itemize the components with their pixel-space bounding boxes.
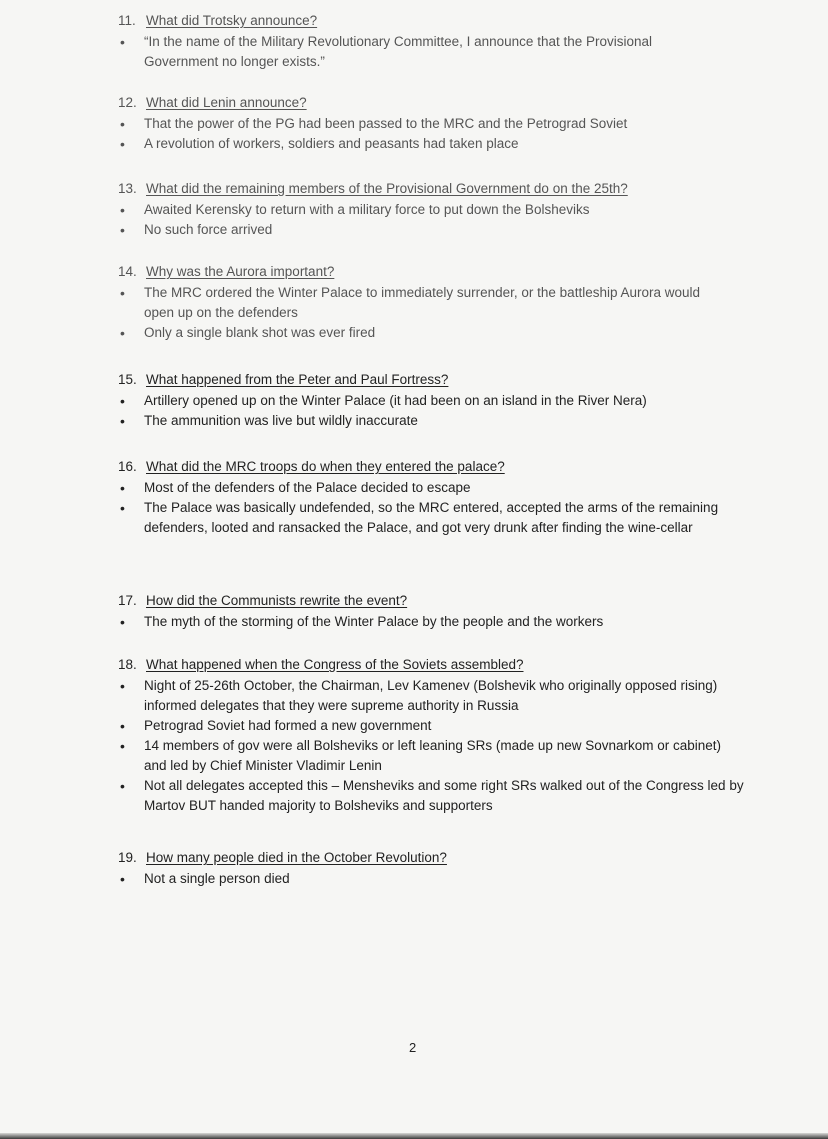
question-text: What happened when the Congress of the Soviets assembled? — [146, 657, 524, 672]
question-15 — [118, 371, 758, 431]
question-heading: 16. What did the MRC troops do when they entered the palace? — [118, 459, 505, 474]
list-item: • Artillery opened up on the Winter Palace (it had been on an island in the River Nera) — [118, 391, 758, 411]
question-text: What did the MRC troops do when they entered the palace? — [146, 459, 505, 474]
list-item: • The ammunition was live but wildly inaccurate — [118, 411, 758, 431]
question-heading: 17. How did the Communists rewrite the event? — [118, 593, 408, 608]
question-text: How did the Communists rewrite the event? — [146, 593, 408, 608]
list-item: • “In the name of the Military Revolutionary Committee, I announce that the Provisional Government no longer exists.” — [118, 32, 704, 72]
answer-list — [118, 869, 758, 889]
question-text: How many people died in the October Revolution? — [146, 850, 447, 865]
question-12 — [118, 94, 758, 154]
list-item: • Petrograd Soviet had formed a new government — [118, 716, 758, 736]
question-text: Why was the Aurora important? — [146, 264, 335, 279]
list-item: • No such force arrived — [118, 220, 758, 240]
question-heading: 13. What did the remaining members of the Provisional Government do on the 25th? — [118, 181, 628, 196]
list-item: • Only a single blank shot was ever fired — [118, 323, 758, 343]
question-heading: 12. What did Lenin announce? — [118, 95, 307, 110]
question-11 — [118, 12, 758, 72]
answer-list — [118, 391, 758, 431]
page-number: 2 — [409, 1040, 417, 1055]
question-19 — [118, 849, 758, 889]
list-item: • Night of 25-26th October, the Chairman, Lev Kamenev (Bolshevik who originally opposed rising) informed delegates that they were supreme authority in Russia — [118, 676, 724, 716]
list-item: • Most of the defenders of the Palace decided to escape — [118, 478, 758, 498]
list-item: • The myth of the storming of the Winter Palace by the people and the workers — [118, 612, 758, 632]
page-bottom-edge — [0, 1133, 828, 1139]
question-18 — [118, 656, 758, 816]
question-heading: 11. What did Trotsky announce? — [118, 13, 318, 28]
list-item: • Not all delegates accepted this – Mensheviks and some right SRs walked out of the Congress led by Martov BUT handed majority to Bolsheviks and supporters — [118, 776, 744, 816]
question-13 — [118, 180, 758, 240]
answer-list — [118, 114, 758, 154]
question-14 — [118, 263, 758, 343]
list-item: • A revolution of workers, soldiers and peasants had taken place — [118, 134, 758, 154]
list-item: • Not a single person died — [118, 869, 758, 889]
question-17 — [118, 592, 758, 632]
answer-list — [118, 676, 758, 816]
question-text: What did Lenin announce? — [146, 95, 307, 110]
answer-list — [118, 612, 758, 632]
answer-list — [118, 283, 758, 343]
list-item: • 14 members of gov were all Bolsheviks or left leaning SRs (made up new Sovnarkom or cabinet) and led by Chief Minister Vladimir Lenin — [118, 736, 724, 776]
question-16 — [118, 458, 758, 538]
question-heading: 15. What happened from the Peter and Paul Fortress? — [118, 372, 449, 387]
answer-list — [118, 200, 758, 240]
question-heading: 19. How many people died in the October Revolution? — [118, 850, 447, 865]
list-item: • Awaited Kerensky to return with a military force to put down the Bolsheviks — [118, 200, 758, 220]
list-item: • That the power of the PG had been passed to the MRC and the Petrograd Soviet — [118, 114, 758, 134]
question-text: What happened from the Peter and Paul Fortress? — [146, 372, 449, 387]
question-text: What did the remaining members of the Provisional Government do on the 25th? — [146, 181, 628, 196]
list-item: • The MRC ordered the Winter Palace to immediately surrender, or the battleship Aurora would open up on the defenders — [118, 283, 704, 323]
question-heading: 18. What happened when the Congress of the Soviets assembled? — [118, 657, 524, 672]
answer-list — [118, 478, 758, 538]
list-item: • The Palace was basically undefended, so the MRC entered, accepted the arms of the remaining defenders, looted and ransacked the Palace, and got very drunk after finding the wine-cellar — [118, 498, 734, 538]
question-heading: 14. Why was the Aurora important? — [118, 264, 335, 279]
question-text: What did Trotsky announce? — [146, 13, 318, 28]
answer-list — [118, 32, 758, 72]
